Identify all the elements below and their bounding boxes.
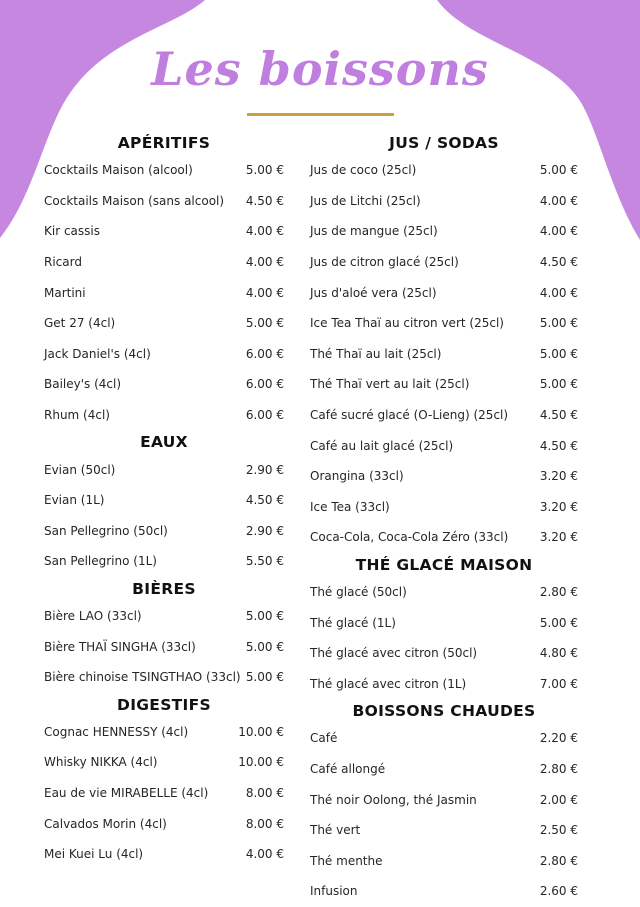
menu-item (44, 339, 284, 370)
menu-item (310, 369, 578, 400)
item-name: Café au lait glacé (25cl) (310, 438, 454, 453)
item-price: 4.50 € (539, 255, 578, 270)
menu-item (310, 845, 578, 876)
item-name: Martini (44, 285, 86, 300)
item-name: Bière THAÏ SINGHA (33cl) (44, 639, 196, 654)
item-name: Thé menthe (310, 853, 383, 868)
menu-item (44, 454, 284, 485)
menu-item (310, 339, 578, 370)
menu-item (310, 815, 578, 846)
item-name: Thé Thaï au lait (25cl) (310, 346, 442, 361)
menu-item (44, 631, 284, 662)
menu-item (310, 400, 578, 431)
menu-section-jus-sodas (310, 131, 578, 553)
item-name: Calvados Morin (4cl) (44, 816, 167, 831)
item-price: 3.20 € (539, 469, 578, 484)
item-name: Thé glacé avec citron (50cl) (310, 646, 478, 661)
item-price: 5.00 € (245, 316, 284, 331)
item-name: Ice Tea Thaï au citron vert (25cl) (310, 316, 504, 331)
item-name: Rhum (4cl) (44, 408, 110, 423)
menu-item (44, 155, 284, 186)
menu-item (44, 778, 284, 809)
item-price: 2.90 € (245, 462, 284, 477)
item-name: Café (310, 731, 338, 746)
item-price: 2.80 € (539, 853, 578, 868)
section-title: JUS / SODAS (389, 134, 499, 152)
item-name: Cocktails Maison (sans alcool) (44, 193, 225, 208)
item-price: 4.00 € (245, 255, 284, 270)
menu-item (310, 461, 578, 492)
item-price: 4.80 € (539, 646, 578, 661)
section-title: DIGESTIFS (117, 695, 211, 714)
item-price: 2.80 € (539, 761, 578, 776)
item-price: 4.00 € (245, 285, 284, 300)
item-name: Infusion (310, 884, 358, 899)
menu-title: Les boissons (151, 42, 489, 96)
section-title: BIÈRES (132, 579, 196, 598)
item-price: 5.00 € (539, 615, 578, 630)
item-price: 5.50 € (245, 554, 284, 569)
item-name: Orangina (33cl) (310, 469, 404, 484)
menu-item (44, 308, 284, 339)
item-price: 7.00 € (539, 676, 578, 691)
item-name: Thé Thaï vert au lait (25cl) (310, 377, 470, 392)
item-price: 2.20 € (539, 731, 578, 746)
item-name: Whisky NIKKA (4cl) (44, 755, 158, 770)
item-price: 8.00 € (245, 785, 284, 800)
menu-item (310, 247, 578, 278)
item-price: 5.00 € (245, 639, 284, 654)
menu-item (310, 522, 578, 553)
item-name: Mei Kuei Lu (4cl) (44, 847, 144, 862)
menu-item (44, 277, 284, 308)
menu-item (310, 784, 578, 815)
item-name: Eau de vie MIRABELLE (4cl) (44, 785, 209, 800)
item-name: Thé glacé (1L) (310, 615, 396, 630)
menu-item (310, 669, 578, 700)
item-price: 5.00 € (245, 670, 284, 685)
item-name: Jus de citron glacé (25cl) (310, 255, 459, 270)
item-name: Evian (1L) (44, 493, 105, 508)
item-price: 4.50 € (539, 408, 578, 423)
item-price: 4.00 € (245, 847, 284, 862)
item-name: Bière LAO (33cl) (44, 609, 142, 624)
item-price: 2.90 € (245, 523, 284, 538)
item-price: 5.00 € (245, 163, 284, 178)
menu-item (310, 216, 578, 247)
section-title: APÉRITIFS (117, 134, 211, 152)
item-price: 4.00 € (539, 193, 578, 208)
section-title: BOISSONS CHAUDES (352, 702, 536, 721)
menu-item (44, 516, 284, 547)
menu-section-bieres (44, 577, 284, 693)
item-price: 5.00 € (245, 609, 284, 624)
title-underline (247, 113, 394, 116)
item-name: Thé noir Oolong, thé Jasmin (310, 792, 477, 807)
menu-item (44, 216, 284, 247)
item-price: 4.00 € (539, 224, 578, 239)
item-name: Coca-Cola, Coca-Cola Zéro (33cl) (310, 530, 509, 545)
item-price: 4.50 € (245, 493, 284, 508)
item-price: 4.50 € (245, 193, 284, 208)
item-price: 4.50 € (539, 438, 578, 453)
item-name: Cocktails Maison (alcool) (44, 163, 193, 178)
item-price: 10.00 € (238, 724, 284, 739)
menu-section-boissons-chaudes (310, 699, 578, 907)
item-name: Jus d'aloé vera (25cl) (310, 285, 437, 300)
item-name: Jus de coco (25cl) (310, 163, 417, 178)
item-price: 6.00 € (245, 377, 284, 392)
left-column (44, 131, 284, 869)
item-price: 4.00 € (245, 224, 284, 239)
menu-section-digestifs (44, 693, 284, 870)
item-price: 5.00 € (539, 346, 578, 361)
item-price: 5.00 € (539, 163, 578, 178)
menu-item (44, 485, 284, 516)
item-price: 2.80 € (539, 585, 578, 600)
item-price: 6.00 € (245, 346, 284, 361)
menu-item (310, 492, 578, 523)
menu-section-aperitifs (44, 131, 284, 430)
menu-item (310, 430, 578, 461)
item-name: Jus de Litchi (25cl) (310, 193, 421, 208)
item-price: 2.50 € (539, 823, 578, 838)
item-price: 2.60 € (539, 884, 578, 899)
menu-item (310, 754, 578, 785)
menu-item (310, 186, 578, 217)
item-price: 5.00 € (539, 377, 578, 392)
item-price: 2.00 € (539, 792, 578, 807)
item-name: Café sucré glacé (O-Lieng) (25cl) (310, 408, 509, 423)
menu-item (44, 601, 284, 632)
item-name: Thé glacé avec citron (1L) (310, 676, 467, 691)
menu-item (44, 186, 284, 217)
menu-item (310, 876, 578, 907)
item-name: Evian (50cl) (44, 462, 116, 477)
menu-section-the-glace-maison (310, 553, 578, 699)
item-name: Café allongé (310, 761, 386, 776)
menu-item (310, 308, 578, 339)
menu-item (44, 662, 284, 693)
item-name: Ice Tea (33cl) (310, 499, 390, 514)
item-name: Jack Daniel's (4cl) (44, 346, 151, 361)
item-price: 4.00 € (539, 285, 578, 300)
menu-item (44, 546, 284, 577)
menu-item (310, 607, 578, 638)
item-name: Bière chinoise TSINGTHAO (33cl) (44, 670, 241, 685)
section-title: THÉ GLACÉ MAISON (355, 555, 533, 574)
item-name: Bailey's (4cl) (44, 377, 122, 392)
menu-item (44, 717, 284, 748)
item-price: 8.00 € (245, 816, 284, 831)
item-name: Thé vert (310, 823, 361, 838)
item-name: Jus de mangue (25cl) (310, 224, 438, 239)
item-name: Ricard (44, 255, 82, 270)
item-name: Cognac HENNESSY (4cl) (44, 724, 189, 739)
menu-item (44, 400, 284, 431)
section-title: EAUX (140, 433, 188, 452)
item-name: Get 27 (4cl) (44, 316, 116, 331)
menu-item (44, 247, 284, 278)
menu-item (310, 277, 578, 308)
item-price: 6.00 € (245, 408, 284, 423)
menu-section-eaux (44, 430, 284, 576)
menu-item (310, 577, 578, 608)
menu-item (310, 638, 578, 669)
item-name: San Pellegrino (1L) (44, 554, 157, 569)
menu-item (44, 369, 284, 400)
menu-item (44, 839, 284, 870)
item-price: 3.20 € (539, 499, 578, 514)
right-column (310, 131, 578, 907)
item-price: 5.00 € (539, 316, 578, 331)
item-name: Kir cassis (44, 224, 100, 239)
menu-item (310, 723, 578, 754)
item-name: Thé glacé (50cl) (310, 585, 407, 600)
menu-item (44, 808, 284, 839)
menu-item (310, 155, 578, 186)
item-price: 3.20 € (539, 530, 578, 545)
item-name: San Pellegrino (50cl) (44, 523, 168, 538)
item-price: 10.00 € (238, 755, 284, 770)
menu-item (44, 747, 284, 778)
